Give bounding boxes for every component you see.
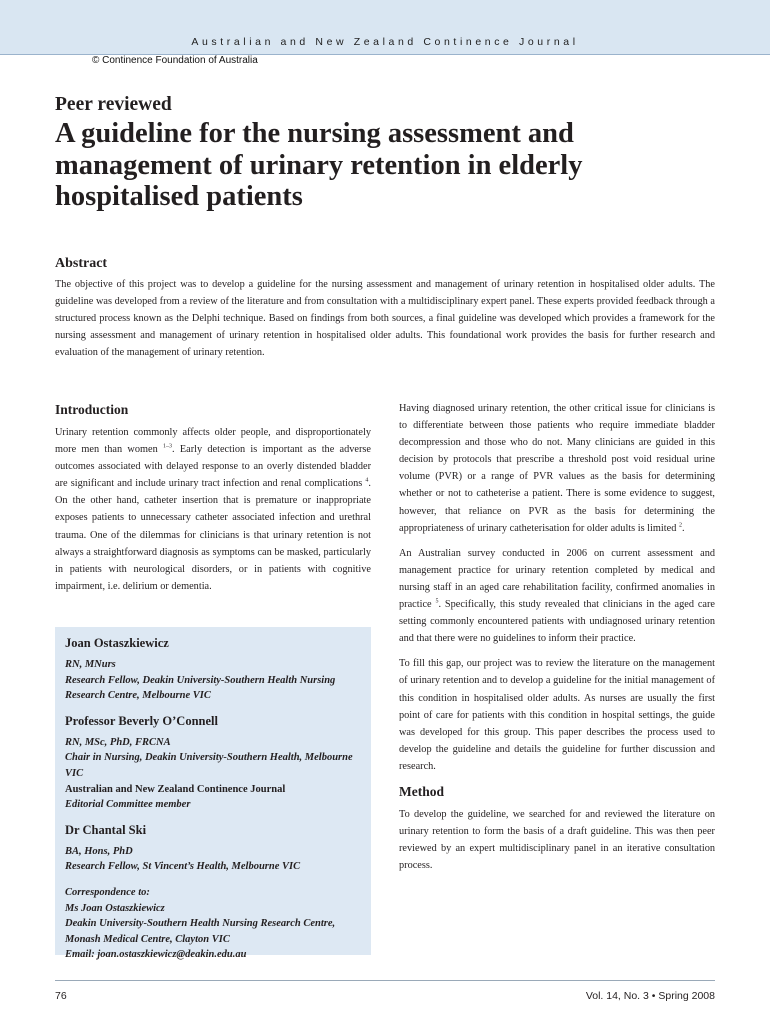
text-run: Having diagnosed urinary retention, the other critical issue for clinicians is to differentiate between those patients who require immediate bladder decompression and those who do not. Many clinicians are guided in this decision by protocols that prescribe a threshold post void residual urine volume (PVR) or a range of PVR values as the basis for determining whether or not to catheterise a patient. There is some evidence to suggest, however, that reliance on PVR as the basis for determining the appropriateness of urinary catheterisation for older adults is limited [399,403,715,534]
footer-divider [55,980,715,981]
text-run: . Specifically, this study revealed that clinicians in the aged care setting commonly encountered patients with undiagnosed urinary retention and that there were no guidelines to inform their practice. [399,599,716,645]
correspondence-email[interactable]: Email: joan.ostaszkiewicz@deakin.edu.au [65,949,247,961]
reference-marker: 1–3 [163,443,172,450]
correspondence-name: Ms Joan Ostaszkiewicz [65,902,165,914]
author-affiliation: Chair in Nursing, Deakin University-Southern Health, Melbourne VIC [65,752,353,779]
reference-marker: 4 [365,477,369,484]
body-paragraph [399,400,715,537]
abstract-heading: Abstract [55,256,108,271]
correspondence-organisation: Deakin University-Southern Health Nursing Research Centre, Monash Medical Centre, Clayton VIC [65,918,336,945]
text-run: An Australian survey conducted in 2006 on current assessment and management practice for urinary retention completed by medical and nursing staff in an aged care rehabilitation facility, confirmed anomalies in practice [399,547,715,611]
abstract-text: The objective of this project was to develop a guideline for the nursing assessment and management of urinary retention in hospitalised older adults. The guideline was developed from a review of the literature and from consultation with a multidisciplinary expert panel. These experts provided feedback through a structured process known as the Delphi technique. Based on findings from both sources, a final guideline was developed which provides a framework for the nursing assessment and management of urinary retention in hospitalised older adults. This foundational work provides the basis for further research and evaluation of the management of urinary retention. [55,279,715,359]
reference-marker: 5 [435,598,439,605]
text-run: . Early detection is important as the adverse outcomes associated with delayed response to an overly distended bladder are significant and include urinary tract infection and renal complications [55,444,371,490]
correspondence-block [65,885,361,963]
text-run: Urinary retention commonly affects older people, and disproportionately more men than women [55,427,371,456]
issue-info: Vol. 14, No. 3 • Spring 2008 [585,990,715,1002]
page-number: 76 [55,990,67,1002]
correspondence-label: Correspondence to: [65,886,150,898]
body-paragraph: To develop the guideline, we searched for and reviewed the literature on urinary retention to form the basis of a draft guideline. This was then peer reviewed by an expert multidisciplinary panel in an iterative consultation process. [399,809,715,872]
author-entry [65,823,361,875]
introduction-column [55,424,371,595]
author-entry [65,636,361,704]
author-details [65,844,361,875]
author-details [65,735,361,813]
journal-name: Australian and New Zealand Continence Journal [191,36,579,48]
author-journal-role: Australian and New Zealand Continence Journal [65,783,286,795]
copyright-notice: © Continence Foundation of Australia [92,55,258,66]
author-box [55,627,371,961]
author-entry [65,714,361,813]
introduction-heading: Introduction [55,402,129,417]
author-committee-role: Editorial Committee member [65,799,191,811]
text-run: . On the other hand, catheter insertion that is premature or inappropriate exposes patients to unnecessary catheter associated infection and urethral trauma. One of the dilemmas for clinicians is that urinary retention is not always a straightforward diagnosis as symptoms can be masked, particularly in patients with neurological disorders, or in patients with cognitive impairment, i.e. delirium or dementia. [55,478,371,592]
text-run: . [681,522,685,534]
author-name: Professor Beverly O’Connell [65,713,218,728]
introduction-paragraph [55,424,371,595]
author-details [65,657,361,704]
article-label: Peer reviewed [55,94,172,115]
body-paragraph: To fill this gap, our project was to review the literature on the management of urinary retention and to develop a guideline for the initial management of this condition in hospitalised older adults. As nurses are usually the first point of care for patients with this condition in hospital settings, the guide was developed for this group. This paper describes the process used to develop the guideline and details the guideline for further discussion and research. [399,658,715,772]
right-column [399,400,715,882]
author-name: Joan Ostaszkiewicz [65,636,169,650]
author-name: Dr Chantal Ski [65,822,147,837]
author-credentials: RN, MNurs [65,659,116,670]
author-credentials: BA, Hons, PhD [65,845,133,857]
method-heading: Method [399,783,444,799]
author-affiliation: Research Fellow, Deakin University-Southern Health Nursing Research Centre, Melbourne VIC [65,674,336,702]
body-paragraph [399,545,715,648]
reference-marker: 2 [678,522,682,529]
author-credentials: RN, MSc, PhD, FRCNA [65,736,171,748]
article-title: A guideline for the nursing assessment and management of urinary retention in elderly hospitalised patients [55,118,583,212]
author-affiliation: Research Fellow, St Vincent’s Health, Melbourne VIC [65,861,301,873]
